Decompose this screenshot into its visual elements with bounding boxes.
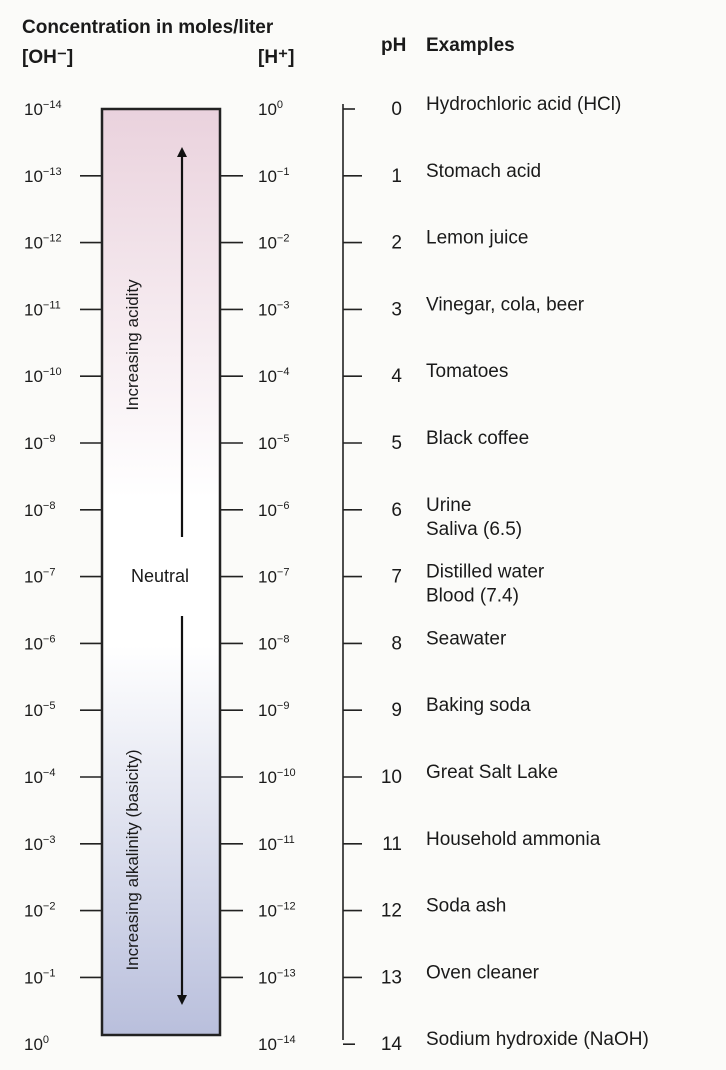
h-tick-label: $10^{-9}$ xyxy=(258,700,290,721)
example-label: Baking soda xyxy=(426,695,531,717)
oh-column-header: [OH⁻] xyxy=(22,47,74,68)
h-tick-label: $10^{-2}$ xyxy=(258,232,290,253)
example-label: Oven cleaner xyxy=(426,962,540,984)
ph-value: 13 xyxy=(380,967,402,989)
h-tick-label: $10^{-10}$ xyxy=(258,767,296,787)
h-tick-label: $10^{-13}$ xyxy=(258,967,296,988)
oh-tick-label: $10^{-6}$ xyxy=(24,633,56,654)
oh-tick-label: $10^{-2}$ xyxy=(24,900,56,921)
example-label: Blood (7.4) xyxy=(426,585,519,607)
oh-tick-label: $10^{-9}$ xyxy=(24,433,56,453)
ph-value: 3 xyxy=(391,299,402,321)
h-tick-label: $10^{-4}$ xyxy=(258,366,290,387)
h-tick-label: $10^{-5}$ xyxy=(258,433,290,453)
ph-value: 6 xyxy=(391,499,402,521)
ph-value: 5 xyxy=(391,433,402,454)
oh-tick-label: $10^{-5}$ xyxy=(24,700,56,721)
h-tick-label: $10^{-11}$ xyxy=(258,833,295,854)
header-title: Concentration in moles/liter xyxy=(22,17,274,38)
ph-column-header: pH xyxy=(381,35,407,56)
example-label: Black coffee xyxy=(426,428,530,449)
ph-value: 14 xyxy=(380,1034,402,1056)
neutral-label: Neutral xyxy=(130,566,190,586)
examples-column-header: Examples xyxy=(426,35,515,56)
ph-value: 4 xyxy=(391,366,402,388)
h-column-header: [H⁺] xyxy=(258,47,295,68)
oh-tick-label: $10^{-10}$ xyxy=(24,366,62,387)
oh-tick-label: $10^{-11}$ xyxy=(24,299,61,320)
oh-tick-label: $10^{-4}$ xyxy=(24,767,56,787)
h-tick-label: $10^0$ xyxy=(258,99,284,119)
ph-value: 7 xyxy=(391,566,402,588)
example-label: Household ammonia xyxy=(426,828,601,850)
example-label: Great Salt Lake xyxy=(426,762,559,783)
example-label: Stomach acid xyxy=(426,160,542,182)
example-label: Distilled water xyxy=(426,561,545,583)
example-label: Seawater xyxy=(426,628,507,650)
ph-axis-group xyxy=(343,104,362,1044)
example-label: Urine xyxy=(426,494,472,516)
oh-tick-label: $10^{-8}$ xyxy=(24,499,56,520)
oh-tick-label: $10^0$ xyxy=(24,1034,50,1055)
example-label: Tomatoes xyxy=(426,361,509,383)
example-label: Hydrochloric acid (HCl) xyxy=(426,94,622,115)
h-tick-label: $10^{-6}$ xyxy=(258,499,290,520)
oh-tick-label: $10^{-12}$ xyxy=(24,232,62,253)
example-label: Vinegar, cola, beer xyxy=(426,294,585,316)
ph-value: 0 xyxy=(391,99,402,120)
oh-tick-group xyxy=(80,176,102,978)
h-tick-group xyxy=(220,176,243,978)
ph-value: 9 xyxy=(391,700,402,722)
h-tick-label: $10^{-1}$ xyxy=(258,165,290,186)
oh-tick-label: $10^{-1}$ xyxy=(24,967,56,988)
example-label: Soda ash xyxy=(426,895,507,917)
acidity-label: Increasing acidity xyxy=(123,279,142,411)
ph-value: 8 xyxy=(391,633,402,655)
h-tick-label: $10^{-12}$ xyxy=(258,900,296,921)
oh-tick-label: $10^{-7}$ xyxy=(24,566,56,587)
oh-tick-label: $10^{-14}$ xyxy=(24,99,62,119)
example-label: Saliva (6.5) xyxy=(426,518,523,540)
h-tick-label: $10^{-7}$ xyxy=(258,566,290,587)
oh-tick-label: $10^{-3}$ xyxy=(24,833,56,854)
h-tick-label: $10^{-3}$ xyxy=(258,299,290,320)
ph-value: 12 xyxy=(380,900,402,922)
ph-value: 1 xyxy=(391,165,402,187)
ph-value: 2 xyxy=(391,232,402,254)
alkalinity-label: Increasing alkalinity (basicity) xyxy=(123,749,142,971)
oh-tick-label: $10^{-13}$ xyxy=(24,165,62,186)
h-tick-label: $10^{-14}$ xyxy=(258,1034,296,1055)
ph-value: 11 xyxy=(382,833,402,855)
example-label: Lemon juice xyxy=(426,227,529,249)
example-label: Sodium hydroxide (NaOH) xyxy=(426,1029,649,1051)
h-tick-label: $10^{-8}$ xyxy=(258,633,290,654)
ph-value: 10 xyxy=(380,767,402,788)
